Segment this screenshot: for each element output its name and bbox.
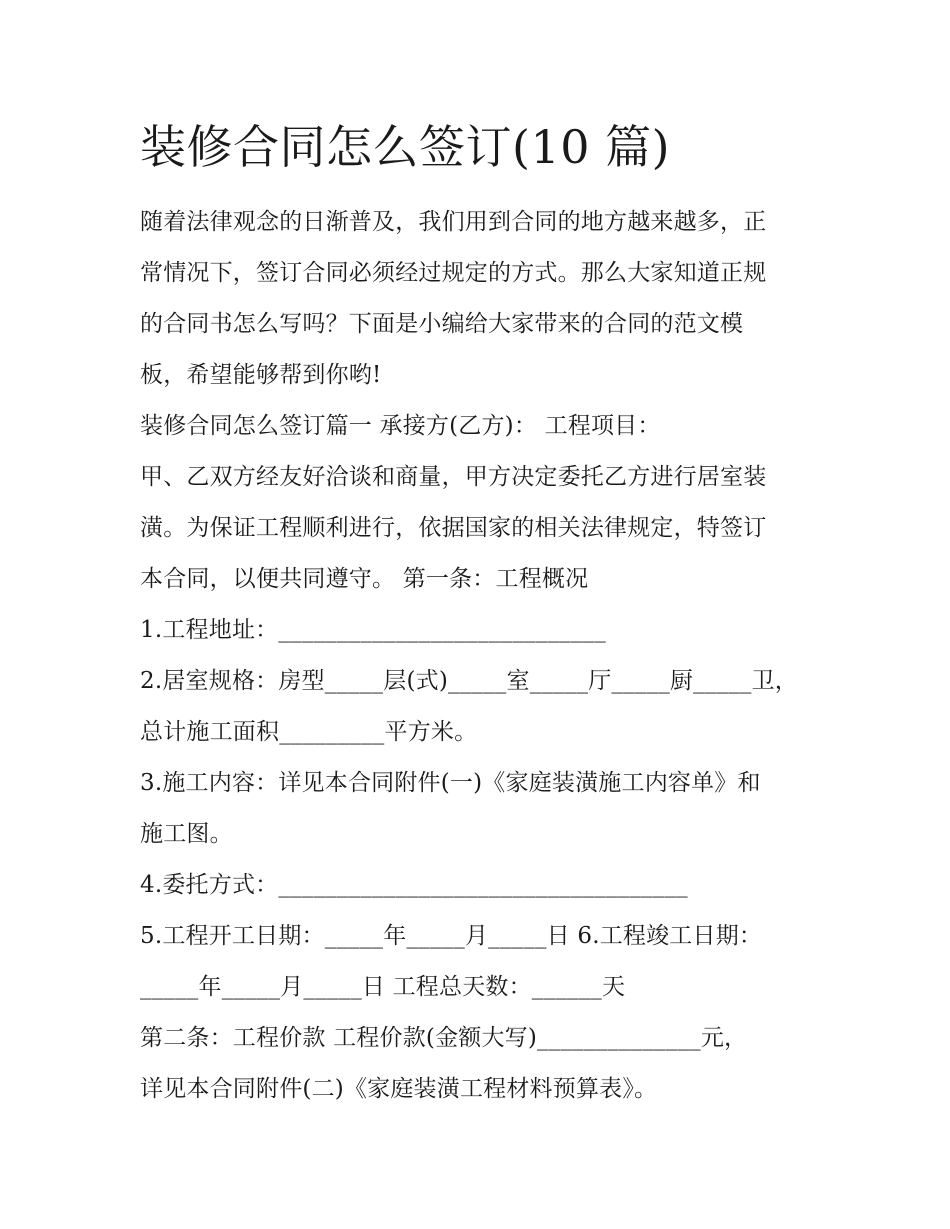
- paragraph-line: 的合同书怎么写吗？下面是小编给大家带来的合同的范文模: [140, 311, 744, 337]
- paragraph-line: 板，希望能够帮到你哟!: [140, 362, 382, 388]
- document-body: [140, 197, 820, 1115]
- clause-room-spec-cont: 总计施工面积_________平方米。: [140, 719, 478, 745]
- clause-dates: 5.工程开工日期：_____年_____月_____日 6.工程竣工日期：: [140, 923, 763, 949]
- paragraph-line: 本合同，以便共同遵守。 第一条：工程概况: [140, 566, 589, 592]
- paragraph-line: 随着法律观念的日渐普及，我们用到合同的地方越来越多，正: [140, 209, 767, 235]
- paragraph-line: 常情况下，签订合同必须经过规定的方式。那么大家知道正规: [140, 260, 767, 286]
- clause-price: 第二条：工程价款 工程价款(金额大写)______________元，: [140, 1025, 748, 1051]
- paragraph-line: 甲、乙双方经友好洽谈和商量，甲方决定委托乙方进行居室装: [140, 464, 767, 490]
- clause-room-spec: 2.居室规格：房型_____层(式)_____室_____厅_____厨_____卫，: [140, 668, 798, 694]
- clause-price-cont: 详见本合同附件(二)《家庭装潢工程材料预算表》。: [140, 1076, 658, 1102]
- clause-work-content: 3.施工内容：详见本合同附件(一)《家庭装潢施工内容单》和: [140, 770, 761, 796]
- clause-commission-method: 4.委托方式：___________________________________: [140, 872, 688, 898]
- clause-project-address: 1.工程地址：____________________________: [140, 617, 606, 643]
- document-title: 装修合同怎么签订(10 篇): [140, 120, 671, 174]
- paragraph-line: 潢。为保证工程顺利进行，依据国家的相关法律规定，特签订: [140, 515, 767, 541]
- clause-dates-cont: _____年_____月_____日 工程总天数：______天: [140, 974, 626, 1000]
- clause-work-content-cont: 施工图。: [140, 821, 233, 847]
- section-heading-line: 装修合同怎么签订篇一 承接方(乙方)： 工程项目：: [140, 413, 661, 439]
